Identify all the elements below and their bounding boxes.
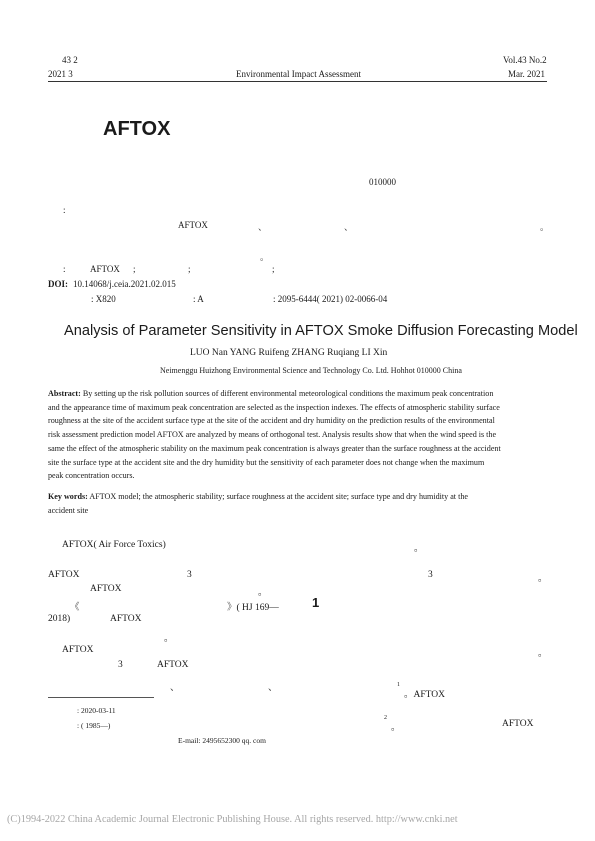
cn-keyword-sep: ; [188, 264, 191, 274]
header-date-cn: 2021 3 [48, 69, 73, 79]
en-abstract-label: Abstract: [48, 389, 81, 398]
cn-affiliation-postcode: 010000 [369, 177, 396, 187]
reference-marker[interactable]: 1 [312, 595, 320, 610]
body-text: 3 [118, 660, 123, 670]
en-keywords-line: AFTOX model; the atmospheric stability; surface roughness at the accident site; surface type and dry humidity at the [89, 492, 468, 501]
en-keywords-line: accident site [48, 506, 89, 515]
en-abstract-line: By setting up the risk pollution sources of different environmental meteorological conditions the maximum peak concentration [82, 389, 494, 398]
reference-marker[interactable]: 1 [397, 682, 400, 688]
cn-abstract-period: 。 [540, 222, 550, 232]
copyright-notice: (C)1994-2022 China Academic Journal Electronic Publishing House. All rights reserved. http://www.cnki.net [7, 814, 458, 825]
header-volume: Vol.43 No.2 [503, 55, 547, 65]
cn-abstract-sep: 、 [344, 222, 354, 232]
doi-label: DOI: [48, 279, 68, 289]
body-text: AFTOX [62, 645, 94, 655]
en-abstract-line: risk assessment prediction model AFTOX are analyzed by means of orthogonal test. Analysis results show that when the wind speed is the [48, 430, 497, 440]
body-text: 。 [164, 634, 174, 644]
en-title: Analysis of Parameter Sensitivity in AFTOX Smoke Diffusion Forecasting Model [64, 323, 578, 339]
en-keywords [48, 490, 548, 518]
cn-title: AFTOX [103, 118, 171, 140]
cn-keywords-label: : [63, 264, 66, 274]
en-abstract [48, 387, 548, 483]
body-text: 《 [70, 603, 80, 613]
body-text: AFTOX [90, 584, 122, 594]
en-abstract-line: and the appearance time of maximum peak concentration are selected as the inspection indexes. The effects of atmospheric stability surface [48, 402, 500, 412]
header-journal-name: Environmental Impact Assessment [236, 69, 361, 79]
footnote-author: : ( 1985—) [77, 721, 111, 730]
header-rule [48, 81, 547, 82]
en-affiliation: Neimenggu Huizhong Environmental Science and Technology Co. Ltd. Hohhot 010000 China [160, 366, 462, 375]
en-keywords-label: Key words: [48, 492, 88, 501]
cn-keyword: AFTOX [90, 264, 120, 274]
cn-abstract-model: AFTOX [178, 220, 208, 230]
cn-abstract-label-colon: : [63, 205, 66, 215]
body-text: 、 [268, 683, 278, 693]
body-text: 3 [187, 570, 192, 580]
document-code: : A [193, 294, 204, 304]
cn-abstract-sep: 、 [258, 222, 268, 232]
reference-marker[interactable]: 2 [384, 715, 387, 721]
en-authors: LUO Nan YANG Ruifeng ZHANG Ruqiang LI Xin [190, 348, 388, 358]
body-text: 。 [258, 588, 268, 598]
body-text: 。 [538, 574, 548, 584]
footnote-rule [48, 697, 154, 698]
cn-keyword-sep: ; [133, 264, 136, 274]
body-text: AFTOX [502, 719, 534, 729]
body-text: 。 [391, 723, 401, 733]
clc-number: : X820 [91, 294, 116, 304]
en-abstract-line: peak concentration occurs. [48, 471, 135, 481]
body-text: 、 [170, 683, 180, 693]
header-issue-cn: 43 2 [62, 55, 78, 65]
footnote-received: : 2020-03-11 [77, 706, 116, 715]
body-text: 。 [538, 649, 548, 659]
footnote-email[interactable]: E-mail: 2495652300 qq. com [178, 736, 266, 745]
cn-abstract-period: 。 [260, 252, 270, 262]
cn-keyword-sep: ; [272, 264, 275, 274]
header-date-en: Mar. 2021 [508, 69, 545, 79]
body-text: AFTOX [157, 660, 189, 670]
article-id: : 2095-6444( 2021) 02-0066-04 [273, 294, 388, 304]
en-abstract-line: roughness at the site of the accident surface type at the site of the accident and dry humidity on the prediction results of the environmental [48, 416, 495, 426]
doi-value[interactable]: 10.14068/j.ceia.2021.02.015 [73, 279, 176, 289]
body-text: 3 [428, 570, 433, 580]
en-abstract-line: site the surface type at the accident site and the dry humidity but the sensitivity of each parameter does not change when the maximum [48, 457, 485, 467]
body-text: AFTOX( Air Force Toxics) [62, 540, 166, 550]
body-text: 。 [414, 544, 424, 554]
body-text: AFTOX [110, 614, 142, 624]
body-text: 。AFTOX [404, 690, 445, 700]
body-text: AFTOX [48, 570, 80, 580]
body-text: 》( HJ 169— [227, 603, 279, 613]
body-text: 2018) [48, 614, 71, 624]
en-abstract-line: same the effect of the atmospheric stability on the maximum peak concentration is always greater than the surface roughness at the accident [48, 443, 501, 453]
